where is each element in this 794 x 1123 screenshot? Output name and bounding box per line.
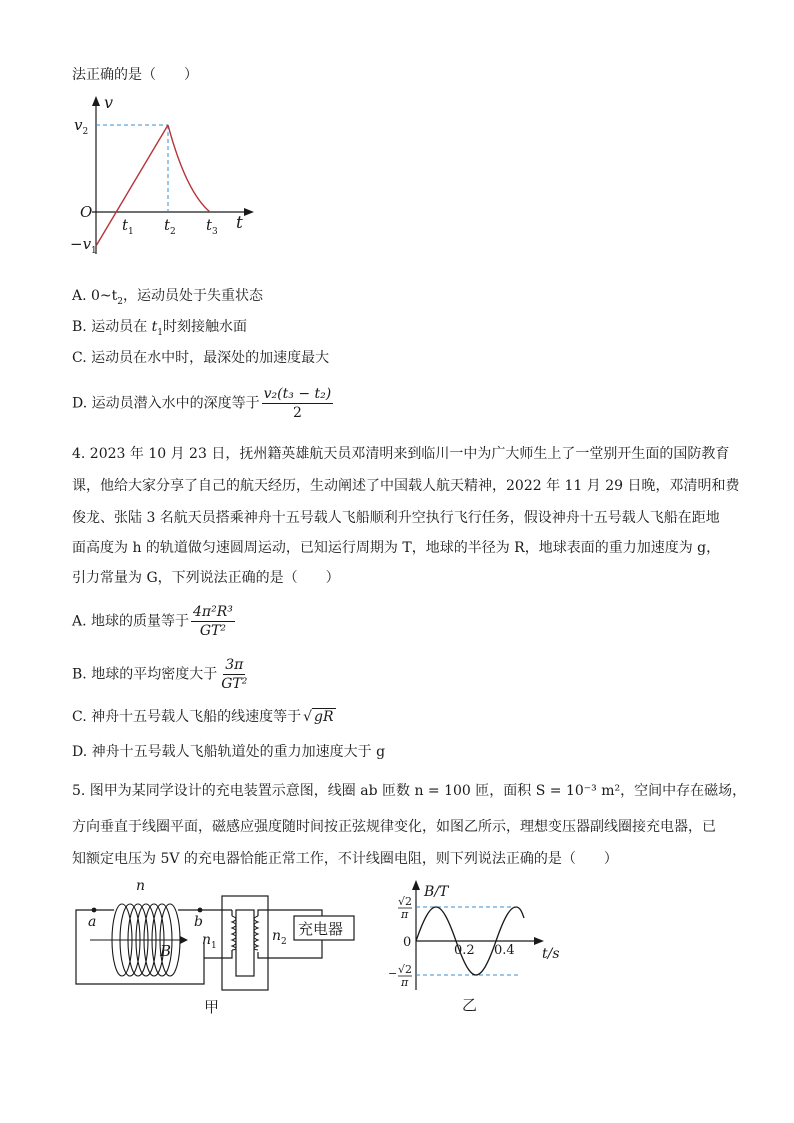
sqrt-radicand: gR [314, 709, 334, 725]
q3-option-c[interactable]: C. 运动员在水中时，最深处的加速度最大 [72, 350, 330, 366]
terminal-a [92, 908, 97, 913]
fraction-denominator: GT² [221, 676, 248, 692]
v-axis-label: v [104, 94, 114, 112]
q3-option-b-text: 时刻接触水面 [163, 319, 248, 335]
q4-option-b[interactable] [72, 656, 249, 693]
q3-vt-graph [64, 94, 264, 264]
velocity-curve-falling [168, 125, 210, 212]
q4-option-a-prefix: A. 地球的质量等于 [72, 613, 190, 630]
b-field-arrowhead [180, 936, 188, 944]
fraction-denominator: 2 [292, 405, 302, 421]
charger-label: 充电器 [298, 920, 344, 938]
fraction-numerator: 4π²R³ [193, 604, 233, 620]
q3-option-a-text: ，运动员处于失重状态 [123, 288, 264, 304]
amp-bottom-denominator: π [401, 976, 409, 989]
t-axis-label: t/s [542, 946, 560, 962]
n1-label: $n_1$ [202, 932, 217, 951]
q4-stem-line-4: 面高度为 h 的轨道做匀速圆周运动，已知运行周期为 T，地球的半径为 R，地球表面的重力加速度为 g， [72, 540, 721, 556]
t-axis-arrow [534, 937, 544, 945]
amp-top-denominator: π [401, 908, 409, 921]
t1-label: $t_1$ [122, 216, 134, 237]
q3-option-d[interactable] [72, 385, 333, 422]
q5-stem-line-2: 方向垂直于线圈平面，磁感应强度随时间按正弦规律变化，如图乙所示，理想变压器副线圈接充电器，已 [72, 819, 716, 835]
q5-figure-yi [370, 878, 570, 1018]
origin-label: O [80, 203, 93, 221]
transformer-core-inner [236, 910, 254, 976]
q4-stem-line-2: 课，他给大家分享了自己的航天经历，生动阐述了中国载人航天精神，2022 年 11 月 29 日晚，邓清明和费 [72, 478, 740, 494]
tick-label-0.2: 0.2 [454, 943, 475, 958]
q3-stem-tail: 法正确的是（ ） [72, 67, 198, 83]
q5-stem-line-3: 知额定电压为 5V 的充电器恰能正常工作，不计线圈电阻，则下列说法正确的是（ ） [72, 851, 618, 867]
t-axis-arrow [244, 208, 254, 216]
fraction-numerator: v₂(t₃ − t₂) [263, 386, 332, 402]
q3-option-d-prefix: D. 运动员潜入水中的深度等于 [72, 395, 260, 412]
tick-label-0.4: 0.4 [494, 943, 515, 958]
q4-option-c[interactable] [72, 708, 336, 726]
neg-v1-label: $-v_1$ [70, 235, 97, 256]
q4-stem-line-3: 俊龙、张陆 3 名航天员搭乘神舟十五号载人飞船顺利升空执行飞行任务，假设神舟十五号载人飞船在距地 [72, 510, 720, 526]
v2-label: $v_2$ [74, 116, 89, 137]
b-axis-arrow [412, 880, 420, 890]
q3-option-a-sub: 2 [117, 296, 124, 307]
q4-option-a[interactable] [72, 603, 235, 640]
amp-bottom-numerator: √2 [398, 963, 413, 976]
q5-figure-jia [70, 874, 370, 1020]
t-axis-label: t [236, 213, 243, 233]
q5-stem-line-1: 5. 图甲为某同学设计的充电装置示意图，线圈 ab 匝数 n = 100 匝，面积 S = 10⁻³ m²，空间中存在磁场， [72, 783, 747, 799]
amp-top-numerator: √2 [398, 895, 413, 908]
q4-option-a-fraction [191, 603, 235, 640]
sqrt-sign: √ [303, 709, 313, 725]
terminal-b-label: b [194, 914, 203, 930]
q3-option-b[interactable] [72, 318, 247, 342]
fraction-denominator: GT² [199, 623, 227, 639]
t2-label: $t_2$ [164, 216, 176, 237]
q3-option-b-prefix: B. 运动员在 [72, 319, 152, 335]
q3-option-b-sub: 1 [157, 327, 164, 338]
figure-jia-caption: 甲 [204, 998, 220, 1016]
t3-label: $t_3$ [206, 216, 218, 237]
q3-option-b-var: t [151, 319, 158, 335]
secondary-winding [254, 916, 258, 950]
amp-bottom-sign: − [388, 967, 398, 980]
q4-option-b-prefix: B. 地球的平均密度大于 [72, 666, 218, 683]
figure-yi-caption: 乙 [462, 996, 478, 1014]
zero-label: 0 [403, 935, 412, 950]
fraction-numerator: 3π [225, 657, 244, 673]
coil-n-label: n [136, 878, 146, 894]
n2-label: $n_2$ [272, 928, 287, 947]
primary-winding [232, 916, 236, 950]
q3-option-a-prefix: A. 0~t [72, 288, 118, 304]
q3-option-a[interactable] [72, 287, 263, 311]
q4-option-b-fraction [219, 656, 249, 693]
q4-option-c-prefix: C. 神舟十五号载人飞船的线速度等于 [72, 709, 302, 725]
q4-option-d[interactable]: D. 神舟十五号载人飞船轨道处的重力加速度大于 g [72, 744, 386, 760]
q4-stem-line-1: 4. 2023 年 10 月 23 日，抚州籍英雄航天员邓清明来到临川一中为广大师生上了一堂别开生面的国防教育 [72, 446, 730, 462]
b-axis-label: B/T [424, 884, 449, 900]
b-field-label: B [160, 942, 172, 960]
q4-stem-line-5: 引力常量为 G，下列说法正确的是（ ） [72, 570, 340, 586]
terminal-a-label: a [88, 914, 97, 930]
terminal-b [198, 908, 203, 913]
v-axis-arrow [92, 96, 100, 106]
q3-option-d-fraction [262, 385, 334, 422]
wire-bottom-primary [204, 950, 232, 958]
